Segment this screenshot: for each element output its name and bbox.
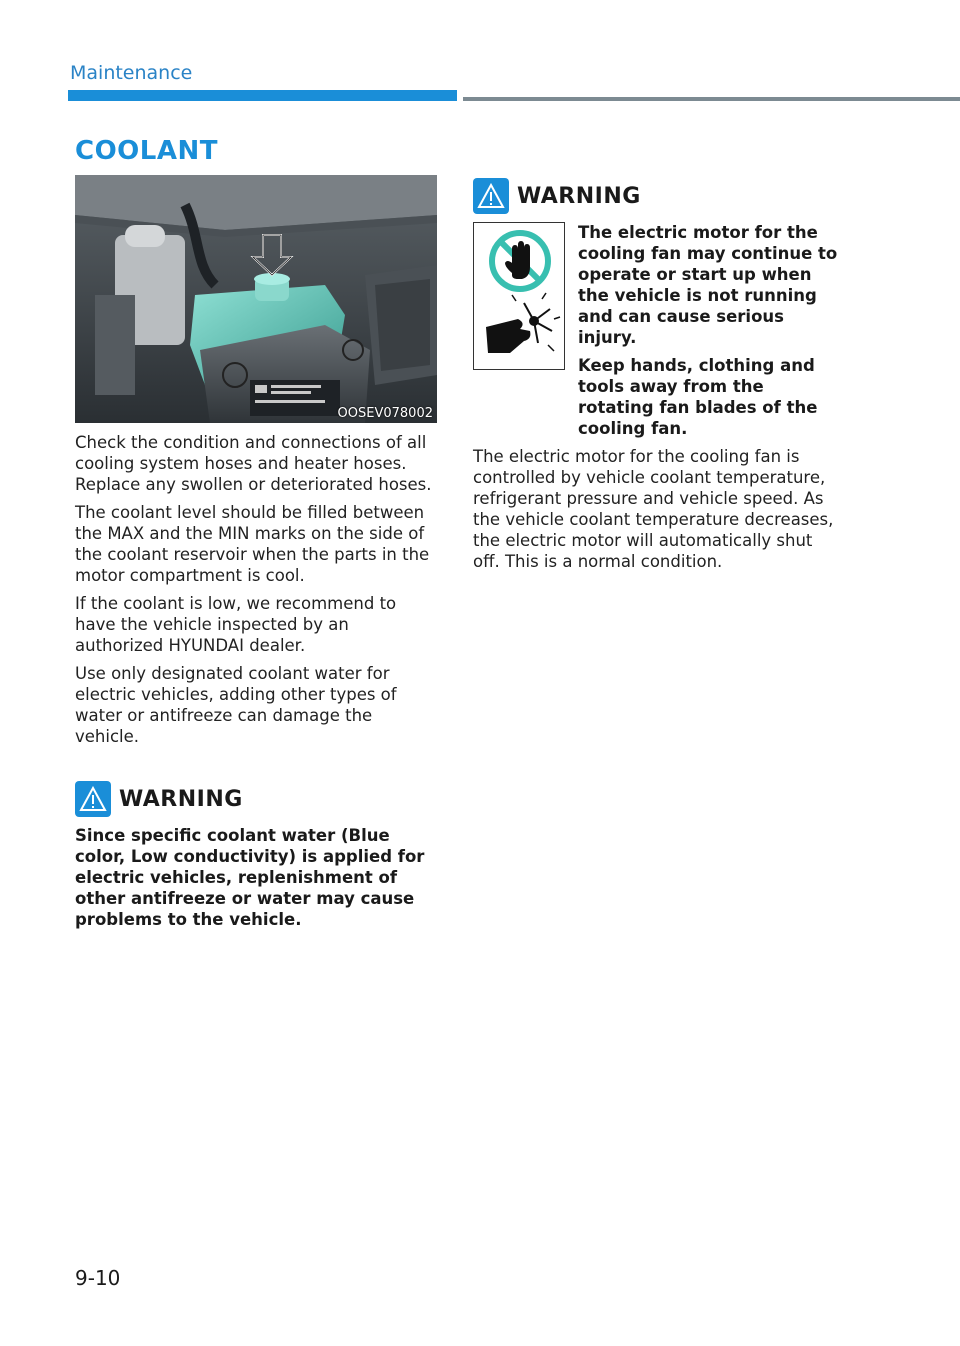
warning-label: WARNING (119, 786, 243, 812)
warning-header (75, 781, 440, 817)
keep-hands-away-symbol (473, 222, 565, 370)
left-column (75, 432, 440, 930)
paragraph-designated-coolant: Use only designated coolant water for electric vehicles, adding other types of water or antifreeze can damage the vehicle. (75, 664, 397, 746)
paragraph-low-coolant: If the coolant is low, we recommend to have the vehicle inspected by an authorized HYUNDAI dealer. (75, 594, 397, 655)
warning-label: WARNING (517, 183, 641, 209)
header-rule-gray (463, 97, 960, 101)
coolant-reservoir-photo (75, 175, 437, 423)
paragraph-coolant-level: The coolant level should be filled between the MAX and the MIN marks on the side of the coolant reservoir when the parts in the motor compartment is cool. (75, 503, 430, 585)
warning-header (473, 178, 843, 214)
warning-triangle-icon (473, 178, 509, 214)
warning-text-keep-away: Keep hands, clothing and tools away from the rotating fan blades of the cooling fan. (578, 356, 818, 438)
figure-code: OOSEV078002 (337, 406, 433, 421)
paragraph-fan-motor: The electric motor for the cooling fan is controlled by vehicle coolant temperature, refrigerant pressure and vehicle speed. As the vehicle coolant temperature decreases, the electric motor will automatically shut off. This is a normal condition. (473, 447, 834, 571)
header-rule-blue (68, 90, 457, 101)
fan-warning (473, 178, 843, 446)
warning-text: Since specific coolant water (Blue color, Low conductivity) is applied for electric vehicles, replenishment of other antifreeze or water may cause problems to the vehicle. (75, 826, 425, 929)
engine-bay-illustration (75, 175, 437, 423)
right-column (473, 178, 843, 579)
no-hand-icon (492, 233, 548, 289)
fan-hand-icon (486, 293, 560, 353)
warning-paragraphs (578, 222, 843, 446)
paragraph-hoses: Check the condition and connections of all cooling system hoses and heater hoses. Replace any swollen or deteriorated hoses. (75, 433, 432, 494)
warning-triangle-icon (75, 781, 111, 817)
page-number: 9-10 (75, 1266, 121, 1290)
page-title: COOLANT (75, 136, 218, 166)
warning-text-fan-motor: The electric motor for the cooling fan may continue to operate or start up when the vehicle is not running and can cause serious injury. (578, 223, 838, 347)
warning-content (473, 222, 843, 446)
section-header: Maintenance (70, 62, 193, 84)
coolant-warning (75, 781, 440, 930)
